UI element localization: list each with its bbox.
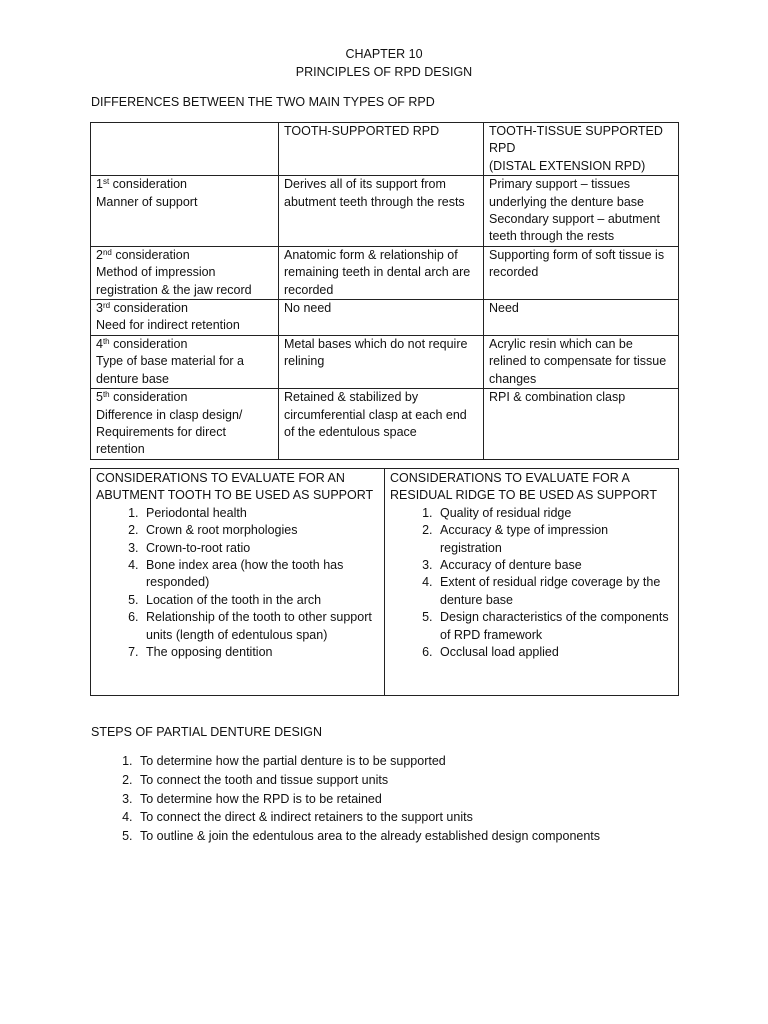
tooth-supported-cell: Derives all of its support from abutment teeth through the rests: [279, 176, 484, 247]
consideration-label: Manner of support: [96, 194, 198, 209]
table-header-row: [91, 123, 679, 176]
header-tooth-tissue-line1: TOOTH-TISSUE SUPPORTED RPD: [489, 124, 663, 156]
consideration-cell: [91, 335, 279, 388]
abutment-considerations-heading: CONSIDERATIONS TO EVALUATE FOR AN ABUTMENT TOOTH TO BE USED AS SUPPORT: [96, 471, 374, 503]
consideration-label: Method of impression registration & the jaw record: [96, 265, 252, 297]
tooth-tissue-cell: Supporting form of soft tissue is recorded: [484, 246, 679, 299]
header-cell-empty: [91, 123, 279, 176]
table-row: [91, 300, 679, 336]
considerations-table: [90, 468, 679, 696]
table-row: [91, 246, 679, 299]
header-tooth-tissue-supported: [484, 123, 679, 176]
steps-list: [90, 752, 600, 846]
consideration-cell: [91, 389, 279, 460]
tooth-tissue-cell: Primary support – tissues underlying the denture base Secondary support – abutment teeth through the rests: [484, 176, 679, 247]
tooth-tissue-cell: RPI & combination clasp: [484, 389, 679, 460]
table-row: [91, 335, 679, 388]
consideration-number: 4th consideration: [96, 336, 188, 351]
list-item: 6. Occlusal load applied: [436, 644, 673, 661]
list-item: 3. Accuracy of denture base: [436, 557, 673, 574]
table-row: [91, 469, 679, 696]
tooth-tissue-cell: Need: [484, 300, 679, 336]
list-item: 3. To determine how the RPD is to be retained: [136, 790, 600, 809]
ridge-considerations-cell: [385, 469, 679, 696]
table-row: [91, 176, 679, 247]
ridge-considerations-heading: CONSIDERATIONS TO EVALUATE FOR A RESIDUAL RIDGE TO BE USED AS SUPPORT: [390, 471, 657, 503]
table-row: [91, 389, 679, 460]
consideration-number: 3rd consideration: [96, 301, 188, 316]
header-tooth-tissue-line2: (DISTAL EXTENSION RPD): [489, 158, 646, 173]
tooth-supported-cell: Anatomic form & relationship of remaining teeth in dental arch are recorded: [279, 246, 484, 299]
consideration-label: Need for indirect retention: [96, 318, 240, 333]
list-item: 5. Location of the tooth in the arch: [142, 592, 379, 609]
list-item: 4. Bone index area (how the tooth has responded): [142, 557, 379, 592]
list-item: 5. To outline & join the edentulous area to the already established design components: [136, 827, 600, 846]
consideration-cell: [91, 176, 279, 247]
consideration-number: 5th consideration: [96, 390, 188, 405]
consideration-number: 1st consideration: [96, 177, 188, 192]
ridge-considerations-list: [390, 505, 673, 662]
differences-table: [90, 122, 679, 460]
tooth-supported-cell: No need: [279, 300, 484, 336]
list-item: 4. Extent of residual ridge coverage by the denture base: [436, 574, 673, 609]
list-item: 7. The opposing dentition: [142, 644, 379, 661]
list-item: 2. To connect the tooth and tissue support units: [136, 771, 600, 790]
tooth-supported-cell: Retained & stabilized by circumferential clasp at each end of the edentulous space: [279, 389, 484, 460]
abutment-considerations-cell: [91, 469, 385, 696]
list-item: 1. Quality of residual ridge: [436, 505, 673, 522]
differences-heading: DIFFERENCES BETWEEN THE TWO MAIN TYPES OF RPD: [91, 95, 435, 109]
header-tooth-supported: TOOTH-SUPPORTED RPD: [279, 123, 484, 176]
steps-heading: STEPS OF PARTIAL DENTURE DESIGN: [91, 725, 323, 739]
list-item: 1. Periodontal health: [142, 505, 379, 522]
tooth-tissue-cell: Acrylic resin which can be relined to compensate for tissue changes: [484, 335, 679, 388]
list-item: 6. Relationship of the tooth to other support units (length of edentulous span): [142, 609, 379, 644]
chapter-title: PRINCIPLES OF RPD DESIGN: [295, 65, 473, 79]
chapter-number: CHAPTER 10: [345, 47, 423, 61]
list-item: 5. Design characteristics of the components of RPD framework: [436, 609, 673, 644]
list-item: 2. Crown & root morphologies: [142, 522, 379, 539]
list-item: 3. Crown-to-root ratio: [142, 540, 379, 557]
list-item: 4. To connect the direct & indirect retainers to the support units: [136, 808, 600, 827]
consideration-label: Type of base material for a denture base: [96, 354, 244, 386]
consideration-cell: [91, 300, 279, 336]
list-item: 2. Accuracy & type of impression registration: [436, 522, 673, 557]
tooth-supported-cell: Metal bases which do not require relining: [279, 335, 484, 388]
abutment-considerations-list: [96, 505, 379, 662]
consideration-label: Difference in clasp design/ Requirements for direct retention: [96, 407, 243, 457]
consideration-cell: [91, 246, 279, 299]
consideration-number: 2nd consideration: [96, 247, 190, 262]
list-item: 1. To determine how the partial denture is to be supported: [136, 752, 600, 771]
